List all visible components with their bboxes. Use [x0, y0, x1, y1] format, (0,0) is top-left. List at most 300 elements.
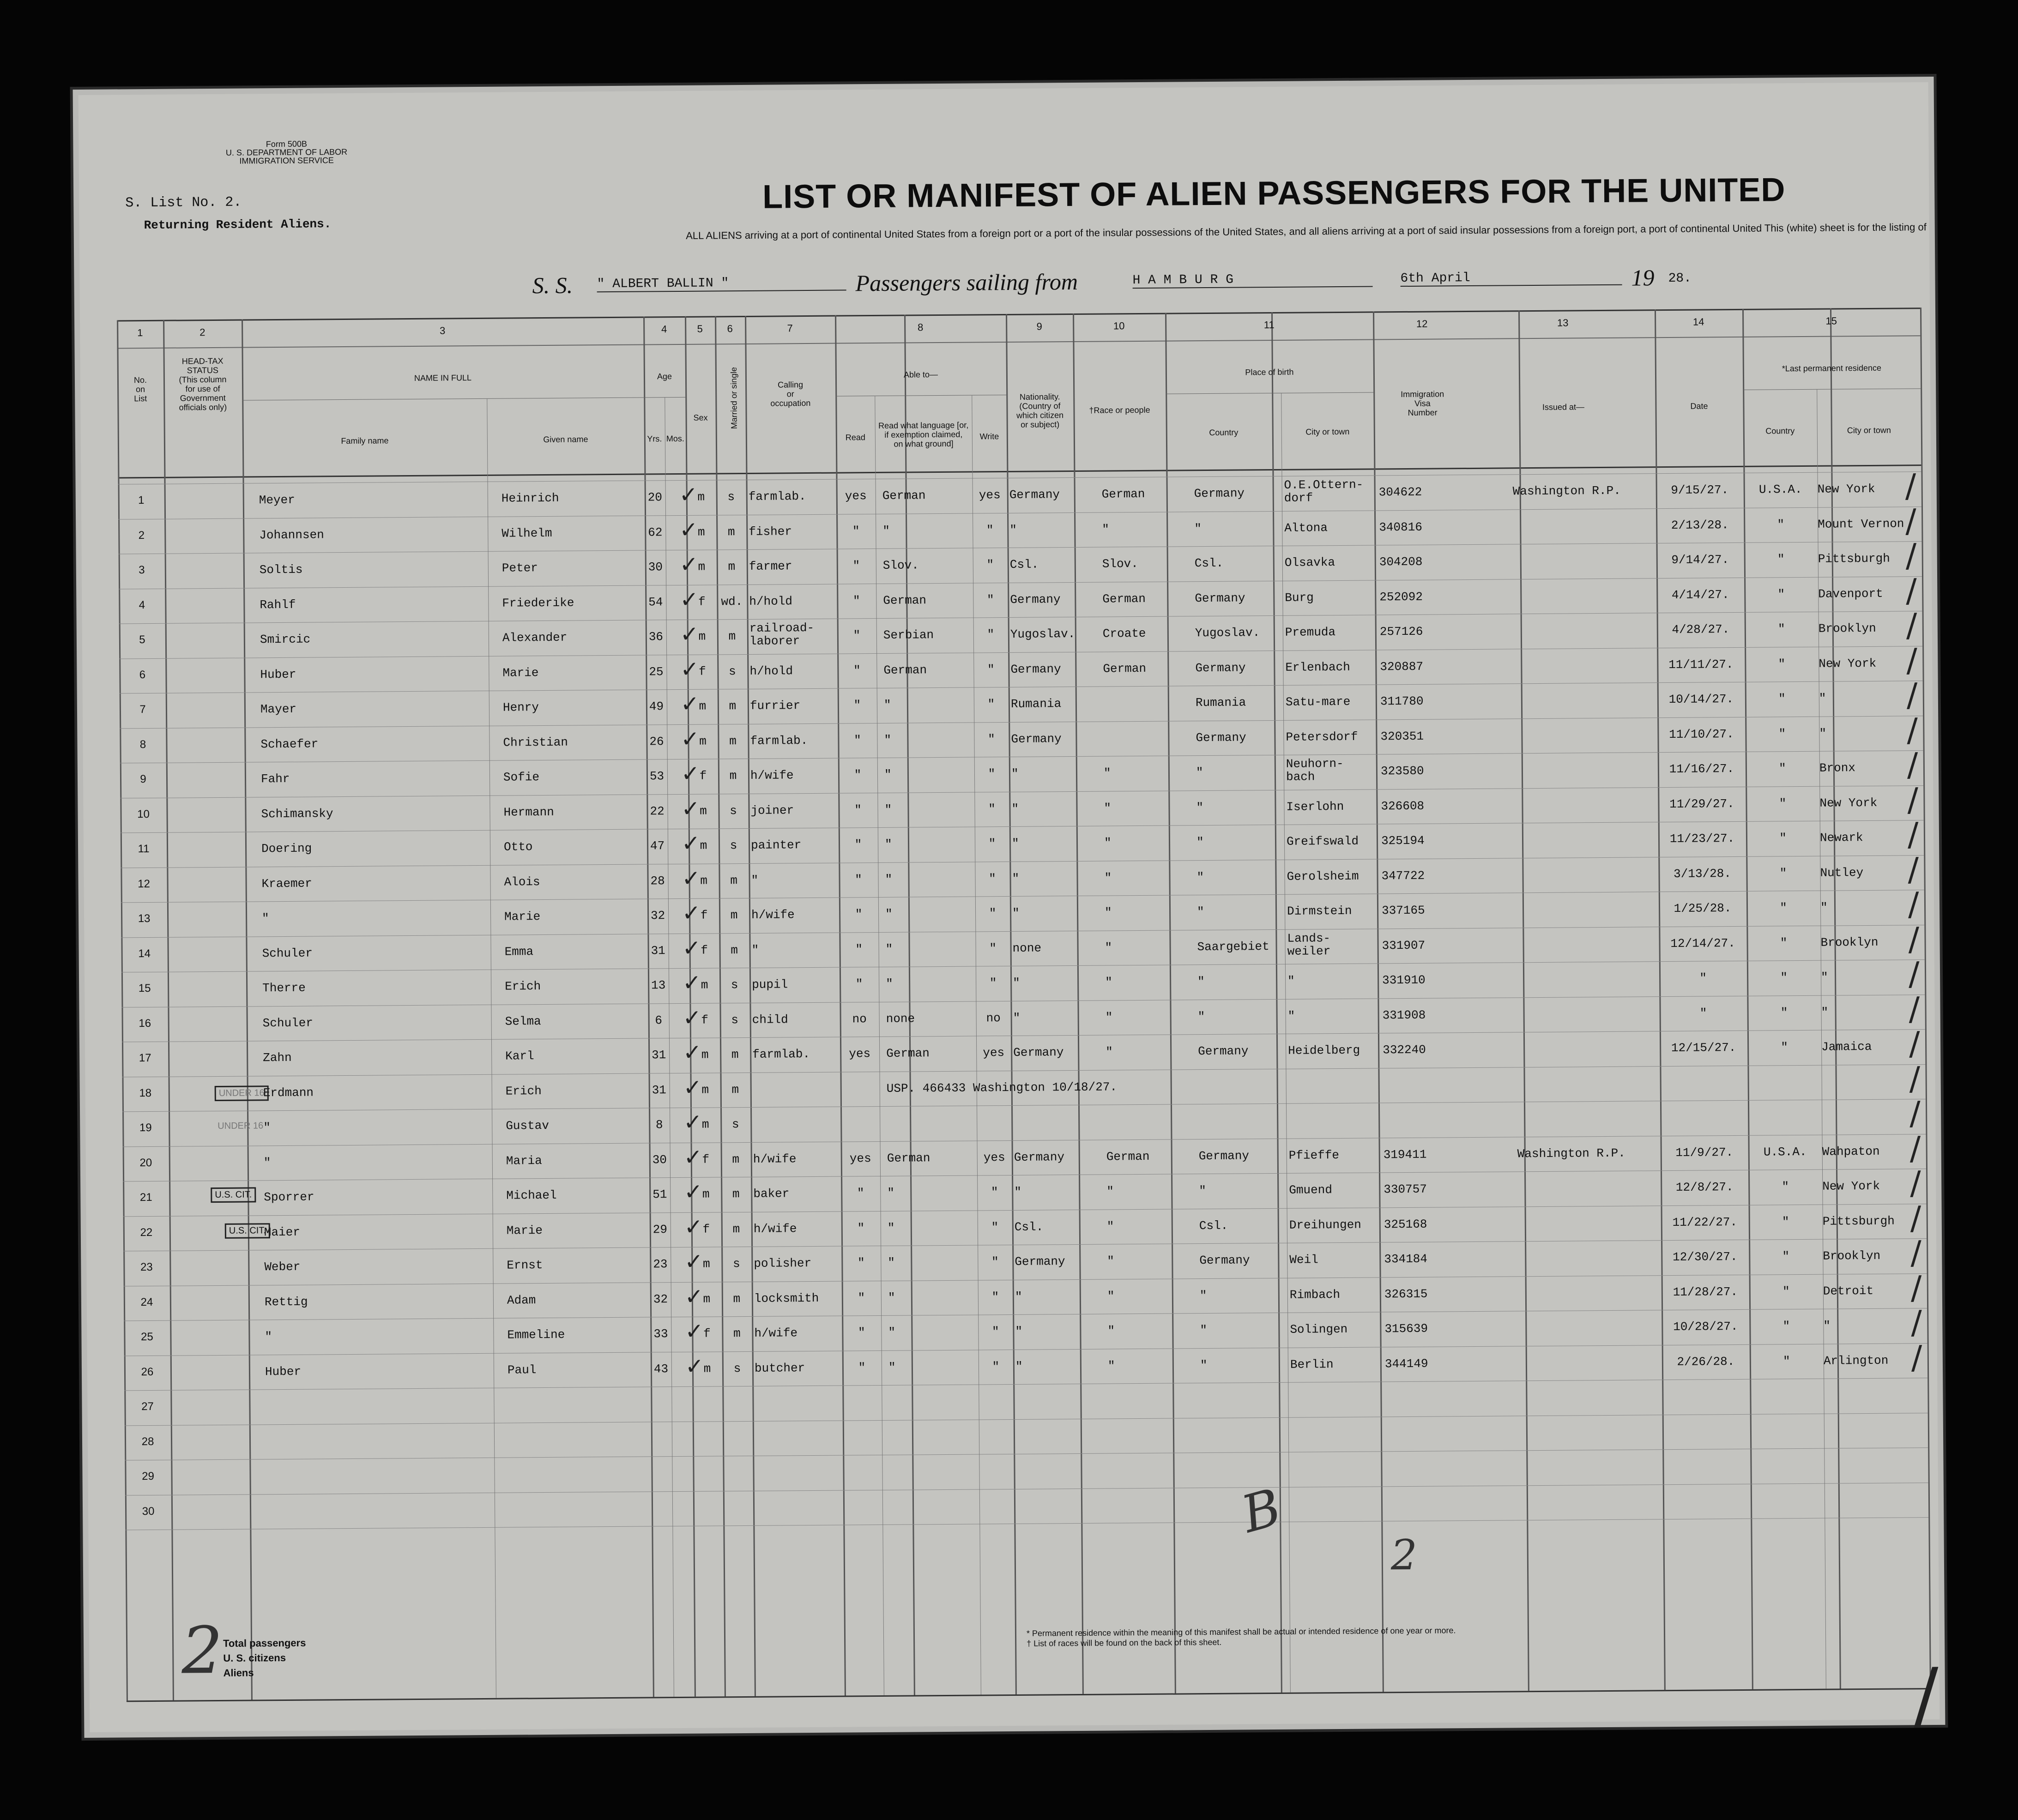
- row-divider: [123, 1169, 1926, 1181]
- cell-bcity: O.E.Ottern- dorf: [1284, 477, 1364, 505]
- cell-date: 2/26/28.: [1677, 1354, 1735, 1369]
- check-mark-icon: /: [1907, 815, 1919, 854]
- cell-yrs: 13: [651, 978, 666, 993]
- cell-family: Schaefer: [260, 736, 319, 751]
- cell-family: Rahlf: [260, 597, 296, 612]
- cell-yrs: 32: [653, 1292, 668, 1306]
- cell-family: ": [263, 1121, 271, 1135]
- cell-race: ": [1107, 1324, 1115, 1338]
- cell-no: 13: [138, 912, 151, 925]
- cell-nat: Germany: [1013, 1045, 1064, 1060]
- cell-bcity: Premuda: [1285, 625, 1336, 639]
- cell-visa: 344149: [1384, 1356, 1428, 1371]
- check-mark-icon: /: [1909, 1059, 1921, 1097]
- cell-lang: ": [888, 1360, 896, 1374]
- cell-family: Huber: [265, 1364, 302, 1379]
- cell-occ: locksmith: [754, 1291, 819, 1306]
- row-divider: [120, 681, 1923, 693]
- cell-no: 1: [138, 494, 145, 507]
- cell-ms: s: [732, 1257, 740, 1271]
- cell-lang: ": [883, 698, 891, 712]
- check-mark-icon: /: [1909, 1094, 1921, 1133]
- cell-race: ": [1104, 905, 1112, 920]
- column-divider: [715, 316, 726, 1696]
- check-mark-icon: ✓: [683, 1005, 702, 1031]
- column-header-visa: Immigration Visa Number: [1401, 389, 1444, 417]
- cell-rcountry: ": [1779, 831, 1787, 845]
- cell-occ: h/wife: [751, 908, 795, 922]
- cell-family: Huber: [260, 667, 296, 681]
- cell-no: 24: [140, 1296, 153, 1308]
- cell-lang: USP. 466433 Washington 10/18/27.: [886, 1079, 1118, 1096]
- cell-occ: farmlab.: [750, 733, 808, 748]
- cell-no: 17: [139, 1051, 151, 1065]
- cell-no: 12: [138, 877, 151, 890]
- cell-race: ": [1103, 766, 1111, 780]
- cell-family: Therre: [262, 981, 306, 995]
- cell-write: ": [991, 1185, 998, 1199]
- stamp-under16: UNDER 16: [218, 1121, 264, 1131]
- row-divider: [121, 890, 1924, 903]
- cell-lang: ": [888, 1290, 895, 1305]
- cell-ms: m: [732, 1222, 740, 1236]
- cell-bcountry: ": [1196, 870, 1204, 884]
- cell-write: yes: [979, 488, 1001, 502]
- cell-read: ": [858, 1326, 865, 1340]
- check-mark-icon: /: [1906, 641, 1918, 679]
- row-divider: [122, 1064, 1926, 1077]
- check-mark-icon: /: [1911, 1338, 1922, 1376]
- check-mark-icon: /: [1905, 501, 1917, 540]
- check-mark-icon: ✓: [681, 760, 700, 787]
- cell-given: Emmeline: [507, 1327, 565, 1342]
- cell-occ: butcher: [754, 1361, 805, 1375]
- cell-bcountry: Csl.: [1199, 1218, 1228, 1233]
- cell-visa: 337165: [1381, 903, 1425, 918]
- cell-family: Soltis: [259, 562, 303, 577]
- cell-given: Emma: [504, 944, 534, 959]
- cell-write: no: [986, 1011, 1001, 1025]
- cell-given: Otto: [503, 840, 533, 854]
- cell-lang: German: [886, 1046, 930, 1061]
- cell-bcity: Gerolsheim: [1287, 869, 1359, 884]
- cell-yrs: 36: [648, 630, 664, 644]
- us-citizens-label: U. S. citizens: [223, 1651, 286, 1664]
- cell-bcity: Satu-mare: [1285, 694, 1351, 709]
- column-header-read: Read: [845, 433, 865, 442]
- cell-date: 12/14/27.: [1670, 936, 1735, 951]
- cell-write: ": [986, 558, 994, 572]
- cell-rcountry: ": [1780, 901, 1787, 915]
- manifest-sheet: [73, 77, 1945, 1738]
- cell-write: ": [989, 906, 997, 921]
- column-divider: [1920, 307, 1931, 1688]
- cell-rcountry: ": [1782, 1249, 1790, 1264]
- cell-sex: m: [699, 734, 707, 748]
- cell-yrs: 33: [653, 1327, 668, 1341]
- cell-yrs: 49: [649, 699, 664, 714]
- cell-yrs: 29: [653, 1222, 668, 1236]
- column-header-family-name: Family name: [341, 436, 389, 446]
- cell-ms: m: [729, 699, 737, 713]
- row-divider: [124, 1273, 1927, 1286]
- cell-sex: m: [697, 490, 705, 504]
- cell-read: no: [852, 1012, 867, 1026]
- cell-lang: ": [885, 907, 893, 921]
- cell-ms: s: [727, 490, 735, 504]
- cell-bcountry: Saargebiet: [1197, 939, 1269, 954]
- cell-date: 11/11/27.: [1668, 657, 1734, 672]
- row-divider: [121, 855, 1924, 868]
- cell-nat: none: [1012, 941, 1042, 955]
- cell-given: Michael: [506, 1188, 557, 1203]
- cell-write: yes: [983, 1150, 1005, 1164]
- cell-date: 4/28/27.: [1672, 622, 1730, 637]
- cell-read: ": [853, 628, 861, 643]
- returning-resident-label: Returning Resident Aliens.: [144, 217, 332, 233]
- cell-given: Ernst: [507, 1258, 543, 1272]
- cell-bcountry: ": [1196, 905, 1204, 919]
- cell-lang: German: [883, 663, 927, 677]
- cell-no: 8: [139, 738, 146, 751]
- cell-write: ": [991, 1255, 999, 1269]
- cell-ms: m: [730, 908, 738, 922]
- cell-read: ": [852, 524, 860, 538]
- cell-date: 11/28/27.: [1673, 1284, 1738, 1299]
- cell-nat: ": [1012, 906, 1020, 920]
- cell-lang: ": [885, 942, 893, 956]
- ss-prefix: S. S.: [532, 272, 573, 299]
- cell-visa: 311780: [1380, 694, 1424, 709]
- column-header-write: Write: [979, 432, 999, 441]
- check-mark-icon: /: [1905, 467, 1916, 505]
- sub-column-divider: [875, 396, 884, 1695]
- cell-ms: s: [731, 978, 738, 992]
- column-number: 14: [1692, 316, 1704, 328]
- cell-write: ": [988, 767, 996, 781]
- cell-date: 9/14/27.: [1671, 553, 1729, 567]
- cell-visa: 323580: [1380, 764, 1424, 778]
- cell-race: ": [1105, 1010, 1113, 1025]
- column-divider: [1165, 313, 1176, 1693]
- cell-nat: ": [1013, 976, 1020, 990]
- cell-race: German: [1106, 1149, 1150, 1164]
- cell-sex: f: [703, 1326, 711, 1341]
- cell-date: 10/28/27.: [1673, 1320, 1738, 1334]
- column-divider: [1655, 309, 1666, 1690]
- cell-given: Erich: [505, 979, 541, 994]
- cell-given: Wilhelm: [501, 526, 552, 541]
- row-divider: [123, 1134, 1926, 1147]
- cell-sex: m: [698, 629, 706, 644]
- year-prefix: 19: [1631, 265, 1655, 291]
- check-mark-icon: /: [1906, 606, 1917, 645]
- cell-race: German: [1102, 591, 1146, 606]
- cell-bcountry: Germany: [1194, 486, 1245, 501]
- cell-rcity: Nutley: [1820, 865, 1864, 880]
- cell-given: Maria: [506, 1153, 542, 1168]
- cell-bcountry: ": [1196, 835, 1204, 850]
- cell-occ: baker: [753, 1187, 790, 1201]
- cell-date: ": [1699, 1006, 1707, 1020]
- cell-rcountry: ": [1782, 1354, 1790, 1368]
- check-mark-icon: /: [1907, 746, 1918, 784]
- cell-write: ": [988, 837, 996, 851]
- cell-bcountry: ": [1196, 765, 1203, 780]
- cell-bcountry: ": [1194, 521, 1202, 536]
- cell-rcity: Detroit: [1823, 1284, 1874, 1298]
- cell-no: 27: [141, 1400, 154, 1413]
- column-number: 10: [1113, 320, 1125, 332]
- cell-nat: ": [1011, 836, 1019, 850]
- year-suffix: 28.: [1668, 271, 1692, 286]
- handwritten-scribble: 2: [1390, 1531, 1418, 1580]
- cell-nat: Germany: [1014, 1150, 1065, 1164]
- cell-no: 26: [141, 1365, 154, 1378]
- cell-given: Marie: [506, 1223, 543, 1238]
- cell-rcity: ": [1823, 1319, 1831, 1333]
- cell-sex: f: [701, 1013, 709, 1027]
- cell-family: ": [263, 1155, 271, 1169]
- cell-read: ": [854, 733, 861, 747]
- sub-column-divider: [487, 398, 496, 1698]
- cell-bcity: Altona: [1284, 520, 1328, 535]
- column-number: 7: [787, 322, 793, 334]
- cell-read: ": [852, 559, 860, 573]
- row-divider: [124, 1378, 1927, 1391]
- cell-bcountry: Rumania: [1195, 695, 1246, 710]
- column-number: 1: [137, 327, 143, 339]
- cell-occ: h/wife: [753, 1151, 797, 1166]
- cell-nat: ": [1011, 802, 1019, 816]
- cell-rcountry: ": [1777, 622, 1785, 636]
- header-divider: [835, 395, 1006, 397]
- cell-yrs: 31: [652, 1048, 666, 1062]
- cell-nat: ": [1013, 1011, 1021, 1025]
- cell-write: ": [991, 1325, 999, 1339]
- table-border-bottom: [127, 1688, 1930, 1702]
- check-mark-icon: ✓: [683, 1109, 702, 1135]
- footnote-races: † List of races will be found on the back of this sheet.: [1027, 1637, 1222, 1648]
- cell-yrs: 47: [650, 839, 665, 853]
- cell-nat: ": [1015, 1359, 1023, 1374]
- row-divider: [120, 750, 1923, 763]
- cell-visa: 347722: [1381, 868, 1425, 883]
- column-divider: [745, 316, 756, 1696]
- cell-bcountry: ": [1196, 800, 1204, 814]
- cell-yrs: 22: [650, 804, 665, 818]
- cell-race: Slov.: [1102, 557, 1138, 571]
- cell-nat: ": [1014, 1185, 1022, 1199]
- row-divider: [121, 925, 1924, 938]
- cell-yrs: 8: [655, 1118, 663, 1132]
- aliens-label: Aliens: [223, 1667, 254, 1679]
- cell-race: ": [1104, 836, 1112, 850]
- cell-yrs: 54: [648, 595, 663, 609]
- cell-family: Meyer: [259, 493, 295, 507]
- cell-bcity: Pfieffe: [1288, 1148, 1340, 1163]
- cell-nat: Rumania: [1010, 697, 1062, 711]
- cell-rcity: Brooklyn: [1820, 935, 1879, 950]
- check-mark-icon: ✓: [679, 482, 698, 508]
- cell-nat: Germany: [1015, 1254, 1065, 1269]
- cell-issued: Washington R.P.: [1517, 1146, 1625, 1161]
- cell-nat: ": [1015, 1290, 1022, 1304]
- cell-lang: ": [887, 1221, 895, 1235]
- column-header-read-what: Read what language [or, if exemption claimed, on what ground]: [878, 420, 969, 449]
- cell-occ: h/hold: [749, 594, 793, 609]
- cell-rcity: Wahpaton: [1822, 1144, 1880, 1159]
- column-divider: [1073, 313, 1084, 1694]
- check-mark-icon: ✓: [684, 1284, 704, 1310]
- cell-visa: 326315: [1384, 1287, 1428, 1301]
- cell-bcountry: Germany: [1196, 730, 1246, 745]
- cell-given: Sofie: [503, 770, 540, 784]
- cell-read: ": [855, 907, 863, 922]
- cell-visa: 252092: [1379, 590, 1423, 604]
- cell-sex: m: [699, 699, 707, 713]
- cell-given: Hermann: [503, 805, 554, 820]
- cell-occ: furrier: [749, 699, 801, 713]
- cell-read: ": [858, 1360, 866, 1374]
- cell-issued: Washington R.P.: [1512, 483, 1621, 499]
- cell-race: ": [1106, 1045, 1113, 1059]
- column-divider: [1830, 308, 1841, 1689]
- check-mark-icon: ✓: [681, 726, 700, 752]
- cell-no: 2: [138, 529, 145, 542]
- check-mark-icon: ✓: [683, 1074, 702, 1101]
- column-header-res-city: City or town: [1847, 425, 1891, 435]
- cell-yrs: 43: [653, 1362, 669, 1376]
- check-mark-icon: ✓: [680, 691, 700, 717]
- cell-read: ": [855, 977, 863, 991]
- column-number: 11: [1263, 319, 1275, 331]
- cell-no: 20: [139, 1156, 152, 1169]
- check-mark-icon: ✓: [680, 621, 699, 647]
- cell-visa: 331907: [1382, 938, 1426, 952]
- check-mark-icon: ✓: [685, 1318, 704, 1344]
- cell-no: 29: [142, 1470, 154, 1483]
- cell-no: 7: [139, 703, 146, 716]
- column-header-no-on-list: No. on List: [133, 375, 147, 404]
- row-divider: [123, 1204, 1927, 1217]
- cell-lang: ": [888, 1255, 895, 1270]
- column-divider: [163, 320, 174, 1700]
- cell-yrs: 20: [647, 490, 662, 505]
- column-number: 2: [199, 326, 205, 338]
- cell-nat: ": [1011, 766, 1019, 781]
- cell-no: 22: [140, 1226, 153, 1239]
- cell-rcountry: ": [1779, 866, 1787, 880]
- cell-nat: ": [1009, 523, 1017, 537]
- cell-rcountry: ": [1777, 587, 1785, 601]
- cell-visa: 331908: [1382, 1008, 1426, 1022]
- cell-no: 30: [142, 1505, 155, 1518]
- cell-lang: ": [885, 872, 893, 886]
- check-mark-icon: /: [1908, 955, 1920, 993]
- cell-rcountry: ": [1779, 761, 1786, 776]
- cell-given: Selma: [505, 1014, 541, 1029]
- cell-family: Sporrer: [264, 1190, 314, 1205]
- cell-ms: m: [730, 873, 737, 887]
- cell-yrs: 51: [653, 1187, 667, 1202]
- cell-write: ": [986, 592, 994, 607]
- cell-ms: s: [728, 664, 736, 678]
- cell-read: ": [857, 1256, 865, 1270]
- column-number: 13: [1557, 317, 1569, 329]
- sub-column-divider: [1817, 389, 1826, 1689]
- list-number: S. List No. 2.: [125, 194, 242, 211]
- cell-sex: m: [703, 1362, 711, 1376]
- column-header-age: Age: [657, 372, 672, 381]
- cell-race: ": [1105, 975, 1112, 989]
- cell-rcity: New York: [1819, 656, 1877, 671]
- cell-no: 18: [139, 1086, 152, 1099]
- cell-rcity: New York: [1817, 482, 1875, 496]
- cell-sex: m: [701, 1083, 709, 1097]
- cell-visa: 320887: [1380, 659, 1424, 674]
- cell-given: Gustav: [506, 1118, 550, 1133]
- cell-rcity: Bronx: [1819, 761, 1856, 775]
- cell-visa: 332240: [1383, 1043, 1426, 1057]
- cell-visa: 319411: [1383, 1147, 1427, 1162]
- cell-bcountry: Germany: [1195, 591, 1245, 605]
- check-mark-icon: ✓: [683, 1039, 702, 1066]
- check-mark-icon: ✓: [682, 970, 701, 996]
- cell-nat: Csl.: [1014, 1219, 1044, 1234]
- check-mark-icon: /: [1913, 1651, 1939, 1739]
- cell-given: Peter: [501, 561, 538, 575]
- row-divider: [123, 1238, 1927, 1251]
- page-subtitle: ALL ALIENS arriving at a port of continental United States from a foreign port or a port of the insular possessions of the United States, and all aliens arriving at a port of said insular possessions from a foreign port, a port of continental United This (white) sheet is for the listing of: [686, 221, 1927, 241]
- cell-read: ": [853, 663, 861, 677]
- cell-bcity: Greifswald: [1286, 834, 1359, 849]
- cell-rcity: Pittsburgh: [1818, 551, 1890, 566]
- cell-given: Karl: [505, 1049, 534, 1063]
- row-divider: [118, 471, 1921, 484]
- check-mark-icon: /: [1911, 1303, 1922, 1342]
- cell-no: 25: [140, 1330, 153, 1344]
- cell-family: Kraemer: [261, 876, 312, 891]
- cell-rcountry: ": [1782, 1180, 1789, 1194]
- column-number: 6: [727, 323, 733, 335]
- cell-bcountry: Germany: [1198, 1044, 1249, 1059]
- cell-bcountry: ": [1199, 1288, 1207, 1302]
- check-mark-icon: /: [1905, 536, 1917, 575]
- row-divider: [119, 541, 1922, 554]
- cell-family: ": [265, 1330, 272, 1344]
- sub-column-divider: [972, 395, 981, 1695]
- cell-bcity: Erlenbach: [1285, 660, 1350, 675]
- cell-bcountry: ": [1200, 1358, 1208, 1372]
- cell-sex: m: [701, 978, 708, 992]
- cell-yrs: 30: [648, 560, 663, 574]
- cell-date: 11/10/27.: [1669, 727, 1734, 741]
- cell-date: 12/15/27.: [1671, 1041, 1736, 1055]
- table-divider: [117, 335, 1920, 349]
- cell-visa: 304208: [1379, 554, 1423, 569]
- cell-race: German: [1101, 487, 1145, 501]
- row-divider: [119, 611, 1922, 624]
- column-divider: [643, 316, 654, 1697]
- cell-sex: m: [700, 874, 707, 888]
- cell-no: 10: [137, 808, 150, 820]
- cell-sex: f: [701, 943, 708, 958]
- cell-write: ": [988, 802, 996, 816]
- cell-no: 21: [139, 1191, 152, 1204]
- sailing-label: Passengers sailing from: [855, 268, 1078, 296]
- cell-family: Mayer: [260, 702, 297, 717]
